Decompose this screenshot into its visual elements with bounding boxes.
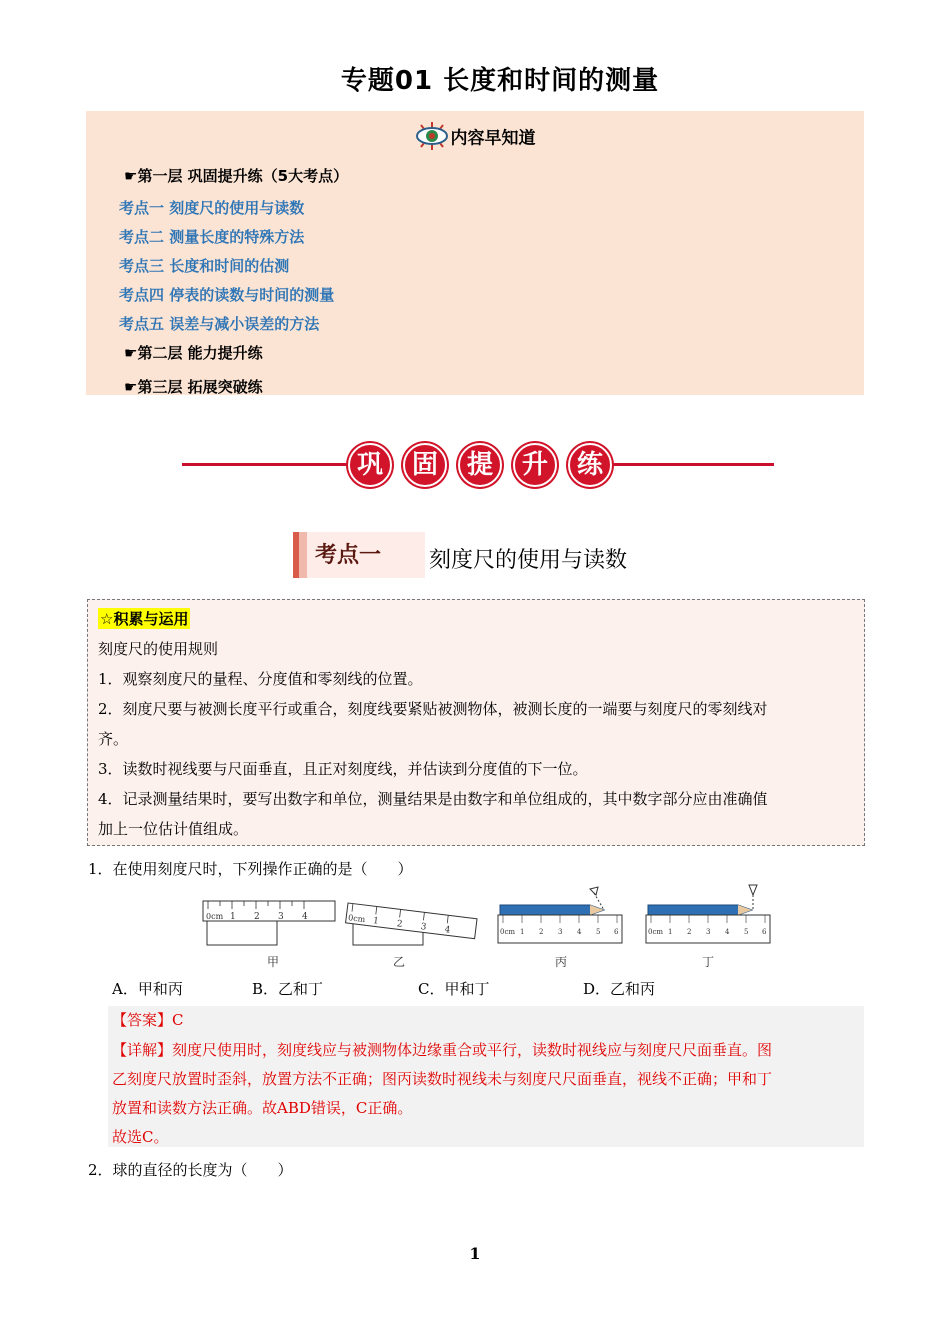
detail-line: 【详解】刻度尺使用时，刻度线应与被测物体边缘重合或平行，读数时视线应与刻度尺尺面垂直。图 (112, 1041, 773, 1059)
question-1-figures (200, 883, 775, 968)
accumulate-box (87, 599, 865, 846)
section-title: 刻度尺的使用与读数 (429, 548, 628, 573)
detail-line: 放置和读数方法正确。故ABD错误，C正确。 (112, 1099, 413, 1117)
ruler-unit: 0cm (206, 912, 224, 921)
banner-char: 提 (458, 443, 502, 487)
ruler-unit: 0cm (500, 928, 516, 936)
pencil (648, 905, 752, 915)
toc-item-2[interactable]: 考点二 测量长度的特殊方法 (119, 228, 305, 246)
pencil (500, 905, 604, 915)
toc-layer2[interactable]: ☛第二层 能力提升练 (124, 344, 263, 362)
ruler-tick: 5 (596, 928, 601, 936)
ruler-tick: 3 (558, 928, 563, 936)
figure-label-bing: 丙 (555, 955, 568, 969)
ruler-tick: 3 (420, 922, 427, 933)
option-c[interactable]: C．甲和丁 (418, 980, 490, 998)
banner-char: 巩 (348, 443, 392, 487)
ruler-tick: 4 (725, 928, 730, 936)
ruler-tick: 1 (372, 916, 380, 927)
figure-label-jia: 甲 (267, 955, 280, 969)
page-title: 专题01 长度和时间的测量 (340, 66, 660, 96)
accumulate-line: 刻度尺的使用规则 (98, 640, 219, 658)
ruler-unit: 0cm (648, 928, 664, 936)
answer-text: 【答案】C (112, 1011, 184, 1029)
toc-layer3[interactable]: ☛第三层 拓展突破练 (124, 378, 263, 396)
ruler-tick: 4 (302, 912, 308, 922)
ruler-tick: 4 (577, 928, 582, 936)
banner-char: 练 (568, 443, 612, 487)
object-block (207, 920, 277, 945)
figure-label-ding: 丁 (702, 955, 715, 969)
accumulate-line: 加上一位估计值组成。 (98, 820, 249, 838)
ruler-figures (200, 883, 775, 953)
ruler-unit: 0cm (347, 913, 366, 925)
ruler-tick: 1 (668, 928, 673, 936)
toc-heading (86, 121, 864, 156)
eye-vertical-icon (749, 885, 757, 910)
banner-line-left (182, 463, 350, 466)
accumulate-line: 3．读数时视线要与尺面垂直，且正对刻度线，并估读到分度值的下一位。 (98, 760, 588, 778)
banner-char: 升 (513, 443, 557, 487)
option-a[interactable]: A．甲和丙 (112, 980, 183, 998)
option-d[interactable]: D．乙和丙 (583, 980, 656, 998)
eye-icon (415, 121, 449, 156)
ruler-tick: 3 (706, 928, 711, 936)
toc-layer1[interactable]: ☛第一层 巩固提升练（5大考点） (124, 167, 349, 185)
ruler-tick: 4 (443, 924, 451, 936)
accumulate-tag: ☆积累与运用 (100, 610, 189, 628)
toc-item-5[interactable]: 考点五 误差与减小误差的方法 (119, 315, 320, 333)
ruler-tick: 6 (614, 928, 619, 936)
accumulate-line: 4．记录测量结果时，要写出数字和单位，测量结果是由数字和单位组成的，其中数字部分应由准确值 (98, 790, 768, 808)
figure-label-yi: 乙 (393, 955, 406, 969)
option-b[interactable]: B．乙和丁 (252, 980, 324, 998)
ruler-tick: 2 (687, 928, 692, 936)
question-2-stem: 2．球的直径的长度为（ ） (88, 1161, 293, 1179)
section-label: 考点一 (315, 543, 382, 568)
section-label-box (293, 532, 425, 578)
toc-panel (86, 111, 864, 395)
ruler-tick: 1 (520, 928, 525, 936)
toc-item-3[interactable]: 考点三 长度和时间的估测 (119, 257, 290, 275)
toc-item-1[interactable]: 考点一 刻度尺的使用与读数 (119, 199, 305, 217)
ruler-tick: 1 (230, 912, 236, 922)
accumulate-line: 齐。 (98, 730, 129, 748)
detail-line: 乙刻度尺放置时歪斜，放置方法不正确；图丙读数时视线未与刻度尺尺面垂直，视线不正确；甲和丁 (112, 1070, 773, 1088)
question-1-stem: 1．在使用刻度尺时，下列操作正确的是（ ） (88, 860, 413, 878)
accumulate-line: 2．刻度尺要与被测长度平行或重合，刻度线要紧贴被测物体，被测长度的一端要与刻度尺的零刻线对 (98, 700, 768, 718)
detail-line: 故选C。 (112, 1128, 169, 1146)
ruler-tick: 2 (396, 919, 404, 930)
banner-char: 固 (403, 443, 447, 487)
banner-line-right (606, 463, 774, 466)
toc-heading-text: 内容早知道 (450, 128, 536, 149)
toc-item-4[interactable]: 考点四 停表的读数与时间的测量 (119, 286, 335, 304)
ruler-tick: 3 (278, 912, 284, 922)
ruler-tick: 2 (539, 928, 544, 936)
answer-box (108, 1006, 864, 1147)
accumulate-line: 1．观察刻度尺的量程、分度值和零刻线的位置。 (98, 670, 423, 688)
ruler-tick: 2 (254, 912, 260, 922)
page-number: 1 (469, 1244, 481, 1263)
ruler-tick: 5 (744, 928, 749, 936)
section-banner (182, 441, 774, 491)
ruler-tick: 6 (762, 928, 767, 936)
